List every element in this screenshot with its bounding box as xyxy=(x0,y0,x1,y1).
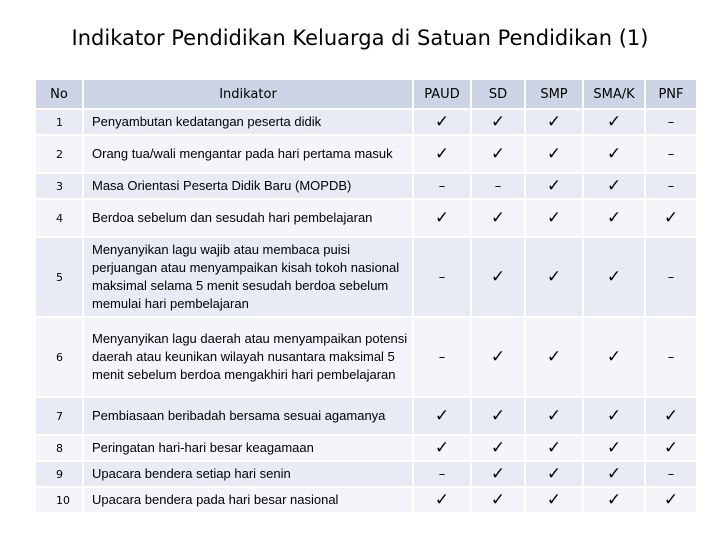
header-smak: SMA/K xyxy=(584,80,646,110)
row-number: 6 xyxy=(36,318,84,398)
mark-smp: ✓ xyxy=(526,462,584,488)
row-number: 4 xyxy=(36,200,84,238)
mark-sd: ✓ xyxy=(472,110,526,136)
table-row xyxy=(36,398,698,436)
mark-smp: ✓ xyxy=(526,200,584,238)
mark-paud: – xyxy=(414,174,472,200)
mark-smak: ✓ xyxy=(584,110,646,136)
mark-smp: ✓ xyxy=(526,238,584,318)
mark-smp: ✓ xyxy=(526,110,584,136)
mark-sd: ✓ xyxy=(472,136,526,174)
row-number: 1 xyxy=(36,110,84,136)
row-indikator: Upacara bendera pada hari besar nasional xyxy=(84,488,414,514)
mark-pnf: – xyxy=(646,174,698,200)
mark-smp: ✓ xyxy=(526,136,584,174)
mark-paud: ✓ xyxy=(414,488,472,514)
mark-smp: ✓ xyxy=(526,436,584,462)
mark-pnf: ✓ xyxy=(646,436,698,462)
mark-smak: ✓ xyxy=(584,436,646,462)
mark-smak: ✓ xyxy=(584,318,646,398)
mark-sd: ✓ xyxy=(472,200,526,238)
mark-smak: ✓ xyxy=(584,462,646,488)
mark-smp: ✓ xyxy=(526,318,584,398)
row-indikator: Menyanyikan lagu daerah atau menyampaikan potensi daerah atau keunikan wilayah nusantara maksimal 5 menit sebelum berdoa mengakhiri hari pembelajaran xyxy=(84,318,414,398)
table-row xyxy=(36,200,698,238)
header-sd: SD xyxy=(472,80,526,110)
mark-sd: – xyxy=(472,174,526,200)
header-row xyxy=(36,80,698,110)
row-indikator: Orang tua/wali mengantar pada hari pertama masuk xyxy=(84,136,414,174)
mark-sd: ✓ xyxy=(472,488,526,514)
mark-sd: ✓ xyxy=(472,238,526,318)
table-row xyxy=(36,436,698,462)
mark-smak: ✓ xyxy=(584,238,646,318)
row-indikator: Upacara bendera setiap hari senin xyxy=(84,462,414,488)
row-number: 3 xyxy=(36,174,84,200)
row-number: 5 xyxy=(36,238,84,318)
table-row xyxy=(36,174,698,200)
mark-paud: – xyxy=(414,462,472,488)
mark-smak: ✓ xyxy=(584,136,646,174)
table-row xyxy=(36,462,698,488)
mark-smak: ✓ xyxy=(584,488,646,514)
mark-sd: ✓ xyxy=(472,462,526,488)
row-indikator: Pembiasaan beribadah bersama sesuai agamanya xyxy=(84,398,414,436)
page-title: Indikator Pendidikan Keluarga di Satuan Pendidikan (1) xyxy=(71,26,649,50)
mark-pnf: – xyxy=(646,238,698,318)
mark-paud: – xyxy=(414,318,472,398)
mark-pnf: – xyxy=(646,136,698,174)
mark-paud: – xyxy=(414,238,472,318)
header-paud: PAUD xyxy=(414,80,472,110)
row-indikator: Peringatan hari-hari besar keagamaan xyxy=(84,436,414,462)
indicator-table xyxy=(36,80,698,514)
row-number: 10 xyxy=(36,488,84,514)
table-row xyxy=(36,136,698,174)
row-number: 2 xyxy=(36,136,84,174)
row-indikator: Penyambutan kedatangan peserta didik xyxy=(84,110,414,136)
mark-smp: ✓ xyxy=(526,174,584,200)
mark-sd: ✓ xyxy=(472,318,526,398)
table-row xyxy=(36,110,698,136)
header-no: No xyxy=(36,80,84,110)
row-indikator: Berdoa sebelum dan sesudah hari pembelajaran xyxy=(84,200,414,238)
mark-pnf: ✓ xyxy=(646,398,698,436)
header-smp: SMP xyxy=(526,80,584,110)
mark-pnf: – xyxy=(646,462,698,488)
mark-smak: ✓ xyxy=(584,398,646,436)
mark-smp: ✓ xyxy=(526,398,584,436)
row-indikator: Menyanyikan lagu wajib atau membaca puisi perjuangan atau menyampaikan kisah tokoh nasional maksimal selama 5 menit sesudah berdoa sebelum memulai hari pembelajaran xyxy=(84,238,414,318)
mark-paud: ✓ xyxy=(414,110,472,136)
mark-pnf: ✓ xyxy=(646,200,698,238)
table-row xyxy=(36,318,698,398)
header-indikator: Indikator xyxy=(84,80,414,110)
mark-pnf: ✓ xyxy=(646,488,698,514)
mark-pnf: – xyxy=(646,110,698,136)
mark-smak: ✓ xyxy=(584,174,646,200)
mark-sd: ✓ xyxy=(472,436,526,462)
mark-paud: ✓ xyxy=(414,436,472,462)
mark-paud: ✓ xyxy=(414,136,472,174)
header-pnf: PNF xyxy=(646,80,698,110)
row-number: 7 xyxy=(36,398,84,436)
row-indikator: Masa Orientasi Peserta Didik Baru (MOPDB) xyxy=(84,174,414,200)
table-row xyxy=(36,238,698,318)
mark-smak: ✓ xyxy=(584,200,646,238)
mark-pnf: – xyxy=(646,318,698,398)
row-number: 8 xyxy=(36,436,84,462)
mark-paud: ✓ xyxy=(414,200,472,238)
mark-sd: ✓ xyxy=(472,398,526,436)
row-number: 9 xyxy=(36,462,84,488)
mark-smp: ✓ xyxy=(526,488,584,514)
table-row xyxy=(36,488,698,514)
mark-paud: ✓ xyxy=(414,398,472,436)
